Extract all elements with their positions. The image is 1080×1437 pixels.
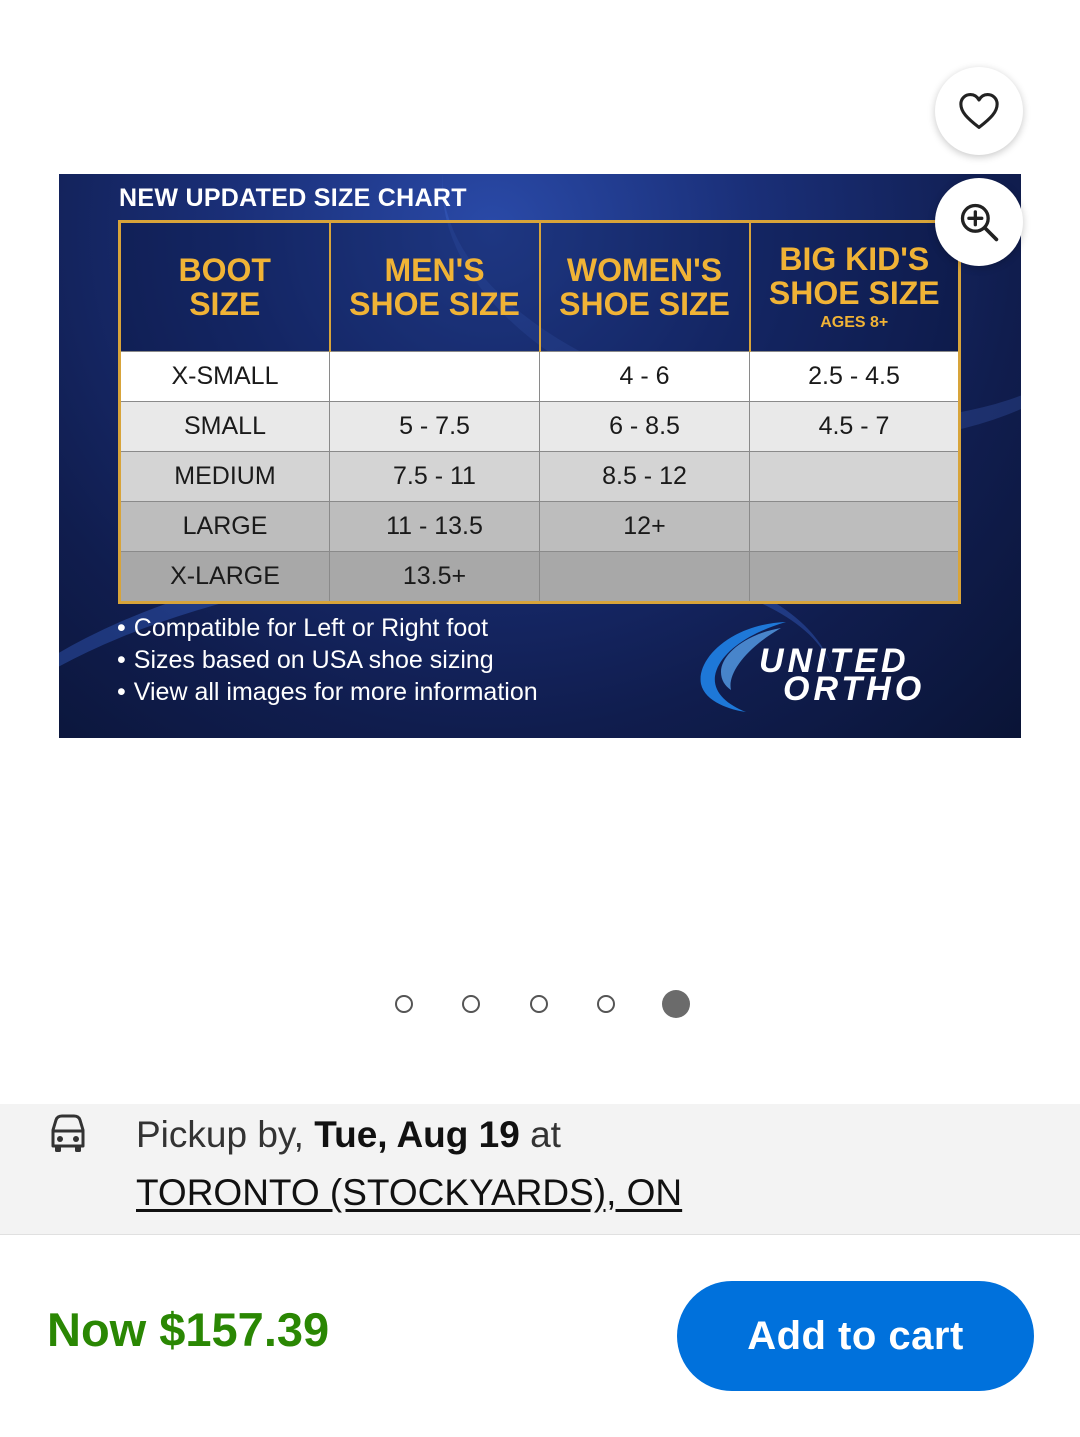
column-header-line: BIG KID'S (779, 241, 930, 277)
car-icon (48, 1114, 88, 1156)
feature-bullets (117, 612, 538, 708)
product-image[interactable] (59, 174, 1021, 738)
table-cell: 6 - 8.5 (540, 402, 750, 452)
table-cell: 7.5 - 11 (330, 452, 540, 502)
list-item: • Compatible for Left or Right foot (117, 612, 538, 644)
carousel-dot-active[interactable] (662, 990, 690, 1018)
brand-name-line2: ORTHO (783, 670, 926, 708)
column-header-line: MEN'S (384, 252, 485, 288)
table-cell: 5 - 7.5 (330, 402, 540, 452)
column-header-line: SHOE SIZE (768, 275, 940, 311)
column-header-line: SHOE SIZE (559, 286, 730, 322)
column-header-big-kids-size (750, 222, 960, 352)
table-cell (750, 552, 960, 603)
favorite-button[interactable] (935, 67, 1023, 155)
column-header-line: BOOT (178, 252, 271, 288)
brand-name-line1: UNITED (759, 642, 910, 680)
table-cell (540, 552, 750, 603)
add-to-cart-button[interactable]: Add to cart (677, 1281, 1034, 1391)
brand-logo (691, 614, 981, 714)
table-cell: LARGE (120, 502, 330, 552)
zoom-in-icon (957, 200, 1001, 244)
table-cell: SMALL (120, 402, 330, 452)
table-cell: 2.5 - 4.5 (750, 352, 960, 402)
carousel-dot[interactable] (395, 995, 413, 1013)
column-header-line: SHOE SIZE (349, 286, 520, 322)
table-row (120, 502, 960, 552)
carousel-pagination (0, 990, 1080, 1020)
size-chart-title: NEW UPDATED SIZE CHART (119, 184, 467, 212)
table-cell: MEDIUM (120, 452, 330, 502)
column-header-boot-size (120, 222, 330, 352)
table-row (120, 552, 960, 603)
carousel-dot[interactable] (597, 995, 615, 1013)
table-row (120, 352, 960, 402)
list-item: • View all images for more information (117, 676, 538, 708)
column-header-womens-size (540, 222, 750, 352)
heart-icon (958, 92, 1000, 130)
column-header-mens-size (330, 222, 540, 352)
table-row (120, 452, 960, 502)
pickup-store-link[interactable]: TORONTO (STOCKYARDS), ON (136, 1172, 683, 1213)
table-cell (750, 502, 960, 552)
carousel-dot[interactable] (530, 995, 548, 1013)
table-cell: 4.5 - 7 (750, 402, 960, 452)
table-cell (750, 452, 960, 502)
table-cell (330, 352, 540, 402)
size-chart-table (118, 220, 961, 604)
table-cell: X-SMALL (120, 352, 330, 402)
table-cell: 12+ (540, 502, 750, 552)
table-cell: 4 - 6 (540, 352, 750, 402)
pickup-info (0, 1104, 1080, 1235)
zoom-button[interactable] (935, 178, 1023, 266)
pickup-prefix: Pickup by, (136, 1114, 315, 1155)
pickup-text (136, 1114, 561, 1156)
size-chart-header-row (120, 222, 960, 352)
price-now: Now $157.39 (47, 1303, 330, 1356)
table-cell: X-LARGE (120, 552, 330, 603)
table-cell: 11 - 13.5 (330, 502, 540, 552)
table-cell: 13.5+ (330, 552, 540, 603)
column-header-subtitle: AGES 8+ (820, 314, 889, 331)
carousel-dot[interactable] (462, 995, 480, 1013)
list-item: • Sizes based on USA shoe sizing (117, 644, 538, 676)
pickup-suffix: at (519, 1114, 561, 1155)
table-cell: 8.5 - 12 (540, 452, 750, 502)
column-header-line: SIZE (189, 286, 261, 322)
column-header-line: WOMEN'S (566, 252, 723, 288)
table-row (120, 402, 960, 452)
pickup-date: Tue, Aug 19 (314, 1114, 520, 1155)
